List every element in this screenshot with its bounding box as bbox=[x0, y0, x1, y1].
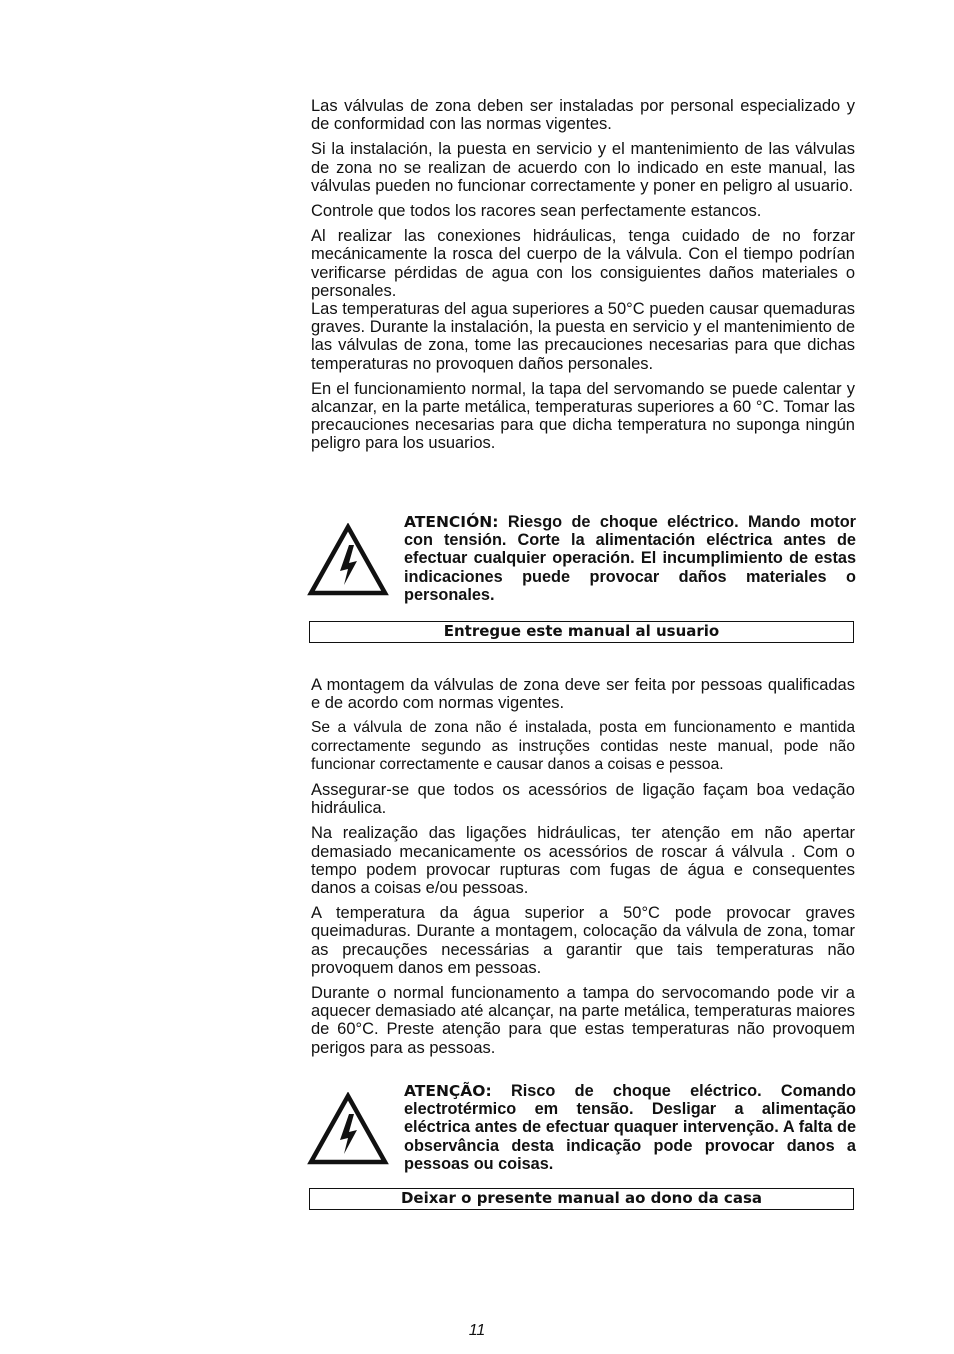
handover-box: Deixar o presente manual ao dono da casa bbox=[309, 1188, 854, 1210]
paragraph: Se a válvula de zona não é instalada, posta em funcionamento e mantida correctamente segundo as instruções contidas neste manual, pode não funcionar correctamente e causar danos a coisas e pessoa. bbox=[311, 719, 855, 773]
warning-block bbox=[307, 513, 856, 613]
paragraph: Al realizar las conexiones hidráulicas, tenga cuidado de no forzar mecánicamente la rosca del cuerpo de la válvula. Con el tiempo podrían verificarse pérdidas de agua con los consiguientes daños materiales o personales. bbox=[311, 227, 855, 300]
warning-body: Riesgo de choque eléctrico. Mando motor con tensión. Corte la alimentación eléctrica antes de efectuar cualquier operación. El incumplimiento de estas indicaciones puede provocar daños materiales o personales. bbox=[404, 513, 856, 604]
paragraph: En el funcionamiento normal, la tapa del servomando se puede calentar y alcanzar, en la parte metálica, temperaturas superiores a 60 °C. Tomar las precauciones necesarias para que dicha temperatura no suponga ningún peligro para los usuarios. bbox=[311, 379, 855, 453]
warning-label: ATENÇÃO: bbox=[404, 1082, 492, 1100]
warning-body: Risco de choque eléctrico. Comando electrotérmico em tensão. Desligar a alimentação eléctrica antes de efectuar quaquer intervenção. A falta de observância desta indicação pode provocar danos a pessoas ou coisas. bbox=[404, 1082, 856, 1173]
paragraph: Las temperaturas del agua superiores a 50°C pueden causar quemaduras graves. Durante la instalación, la puesta en servicio y el mantenimiento de las válvulas de zona, tome las precauciones necesarias para que dichas temperaturas no provoquen daños personales. bbox=[311, 300, 855, 373]
paragraph: Si la instalación, la puesta en servicio y el mantenimiento de las válvulas de zona no se realizan de acuerdo con lo indicado en este manual, las válvulas pueden no funcionar correctamente y poner en peligro al usuario. bbox=[311, 140, 855, 195]
handover-box: Entregue este manual al usuario bbox=[309, 621, 854, 643]
paragraph: Assegurar-se que todos os acessórios de ligação façam boa vedação hidráulica. bbox=[311, 781, 855, 818]
warning-text bbox=[404, 513, 856, 604]
warning-block bbox=[307, 1082, 856, 1182]
paragraph: Controle que todos los racores sean perfectamente estancos. bbox=[311, 202, 762, 221]
spanish-section bbox=[311, 97, 855, 460]
electric-hazard-triangle-icon bbox=[307, 1092, 389, 1166]
paragraph: Las válvulas de zona deben ser instaladas por personal especializado y de conformidad con las normas vigentes. bbox=[311, 97, 855, 134]
paragraph: Na realização das ligações hidráulicas, ter atenção em não apertar demasiado mecanicamente os acessórios de roscar á válvula . Com o tempo podem provocar rupturas com fugas de água e consequentes danos a coisas e/ou pessoas. bbox=[311, 824, 855, 898]
warning-text bbox=[404, 1082, 856, 1173]
warning-label: ATENCIÓN: bbox=[404, 513, 499, 531]
paragraph: Durante o normal funcionamento a tampa do servocomando pode vir a aquecer demasiado até alcançar, na parte metálica, temperaturas maiores de 60°C. Preste atenção para que estas temperaturas não provoquem perigos para as pessoas. bbox=[311, 984, 855, 1057]
page-number: 11 bbox=[468, 1322, 486, 1339]
paragraph: A temperatura da água superior a 50°C pode provocar graves queimaduras. Durante a montagem, colocação da válvula de zona, tomar as precauções necessárias a garantir que tais temperaturas não provoquem danos em pessoas. bbox=[311, 904, 855, 977]
portuguese-section bbox=[311, 676, 855, 1064]
paragraph: A montagem da válvulas de zona deve ser feita por pessoas qualificadas e de acordo com normas vigentes. bbox=[311, 676, 855, 713]
electric-hazard-triangle-icon bbox=[307, 523, 389, 597]
